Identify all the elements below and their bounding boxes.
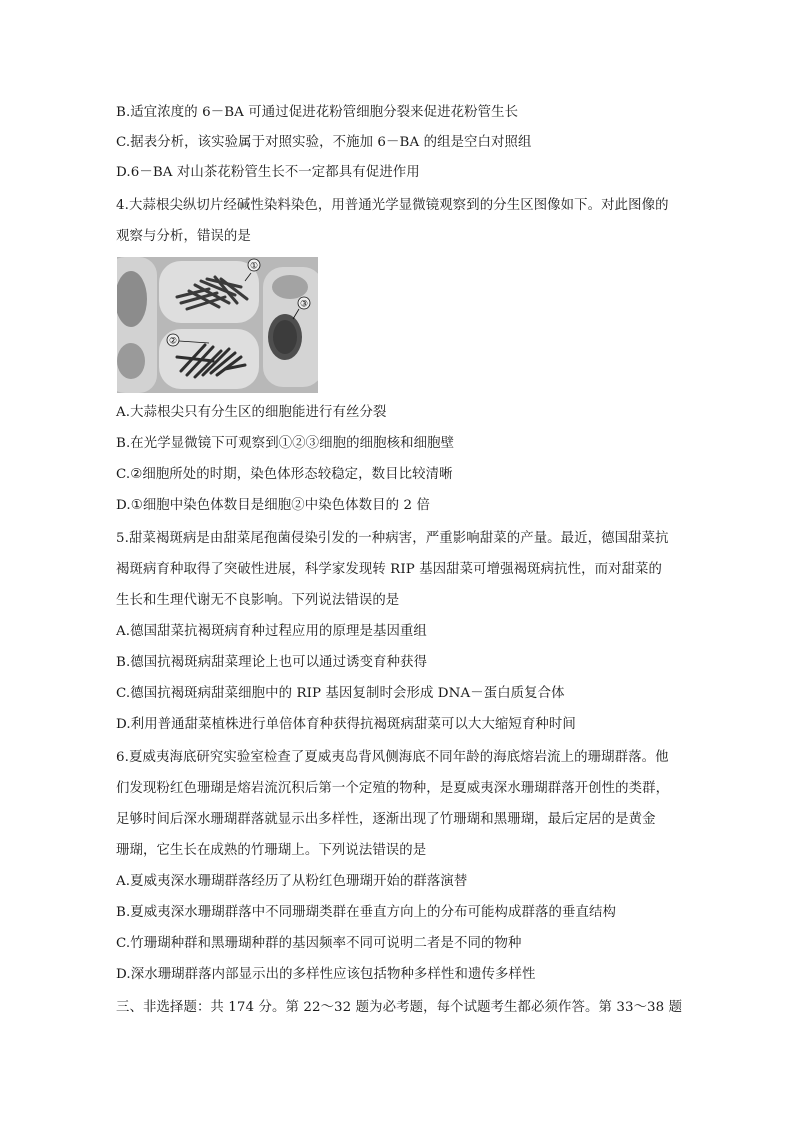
q6-option-b: B.夏威夷深水珊瑚群落中不同珊瑚类群在垂直方向上的分布可能构成群落的垂直结构 [116, 905, 616, 920]
q3-option-d: D.6－BA 对山茶花粉管生长不一定都具有促进作用 [116, 165, 420, 180]
figure-label-2: ② [168, 336, 178, 347]
q5-stem-line-2: 褐斑病育种取得了突破性进展，科学家发现转 RIP 基因甜菜可增强褐斑病抗性，而对甜菜的 [116, 562, 663, 577]
q5-option-c: C.德国抗褐斑病甜菜细胞中的 RIP 基因复制时会形成 DNA－蛋白质复合体 [116, 686, 565, 701]
q6-option-d: D.深水珊瑚群落内部显示出的多样性应该包括物种多样性和遗传多样性 [116, 967, 536, 982]
q3-option-c: C.据表分析，该实验属于对照实验，不施加 6－BA 的组是空白对照组 [116, 135, 532, 150]
q6-option-c: C.竹珊瑚种群和黑珊瑚种群的基因频率不同可说明二者是不同的物种 [116, 936, 522, 951]
q3-option-b: B.适宜浓度的 6－BA 可通过促进花粉管细胞分裂来促进花粉管生长 [116, 105, 519, 120]
micrograph-image [117, 257, 318, 393]
micrograph-figure [117, 257, 318, 393]
q5-stem-line-1: 5.甜菜褐斑病是由甜菜尾孢菌侵染引发的一种病害，严重影响甜菜的产量。最近，德国甜菜抗 [116, 531, 669, 546]
section-3-heading: 三、非选择题：共 174 分。第 22～32 题为必考题，每个试题考生都必须作答。第 33～38 题 [116, 1000, 683, 1015]
q5-option-a: A.德国甜菜抗褐斑病育种过程应用的原理是基因重组 [116, 624, 427, 639]
q5-option-b: B.德国抗褐斑病甜菜理论上也可以通过诱变育种获得 [116, 655, 428, 670]
q4-option-c: C.②细胞所处的时期，染色体形态较稳定，数目比较清晰 [116, 467, 453, 482]
q6-option-a: A.夏威夷深水珊瑚群落经历了从粉红色珊瑚开始的群落演替 [116, 874, 468, 889]
q6-stem-line-3: 足够时间后深水珊瑚群落就显示出多样性，逐渐出现了竹珊瑚和黑珊瑚，最后定居的是黄金 [116, 812, 656, 827]
figure-label-3: ③ [299, 299, 309, 310]
q6-stem-line-2: 们发现粉红色珊瑚是熔岩流沉积后第一个定殖的物种，是夏威夷深水珊瑚群落开创性的类群， [116, 781, 670, 796]
q4-option-d: D.①细胞中染色体数目是细胞②中染色体数目的 2 倍 [116, 498, 430, 513]
figure-label-1: ① [249, 261, 259, 272]
q4-stem-line-2: 观察与分析，错误的是 [116, 229, 251, 244]
q5-option-d: D.利用普通甜菜植株进行单倍体育种获得抗褐斑病甜菜可以大大缩短育种时间 [116, 717, 576, 732]
q6-stem-line-4: 珊瑚，它生长在成熟的竹珊瑚上。下列说法错误的是 [116, 843, 427, 858]
q4-option-b: B.在光学显微镜下可观察到①②③细胞的细胞核和细胞壁 [116, 436, 455, 451]
q4-option-a: A.大蒜根尖只有分生区的细胞能进行有丝分裂 [116, 405, 387, 420]
q5-stem-line-3: 生长和生理代谢无不良影响。下列说法错误的是 [116, 593, 400, 608]
q6-stem-line-1: 6.夏威夷海底研究实验室检查了夏威夷岛背风侧海底不同年龄的海底熔岩流上的珊瑚群落。他 [116, 750, 669, 765]
q4-stem-line-1: 4.大蒜根尖纵切片经碱性染料染色，用普通光学显微镜观察到的分生区图像如下。对此图像的 [116, 198, 669, 213]
